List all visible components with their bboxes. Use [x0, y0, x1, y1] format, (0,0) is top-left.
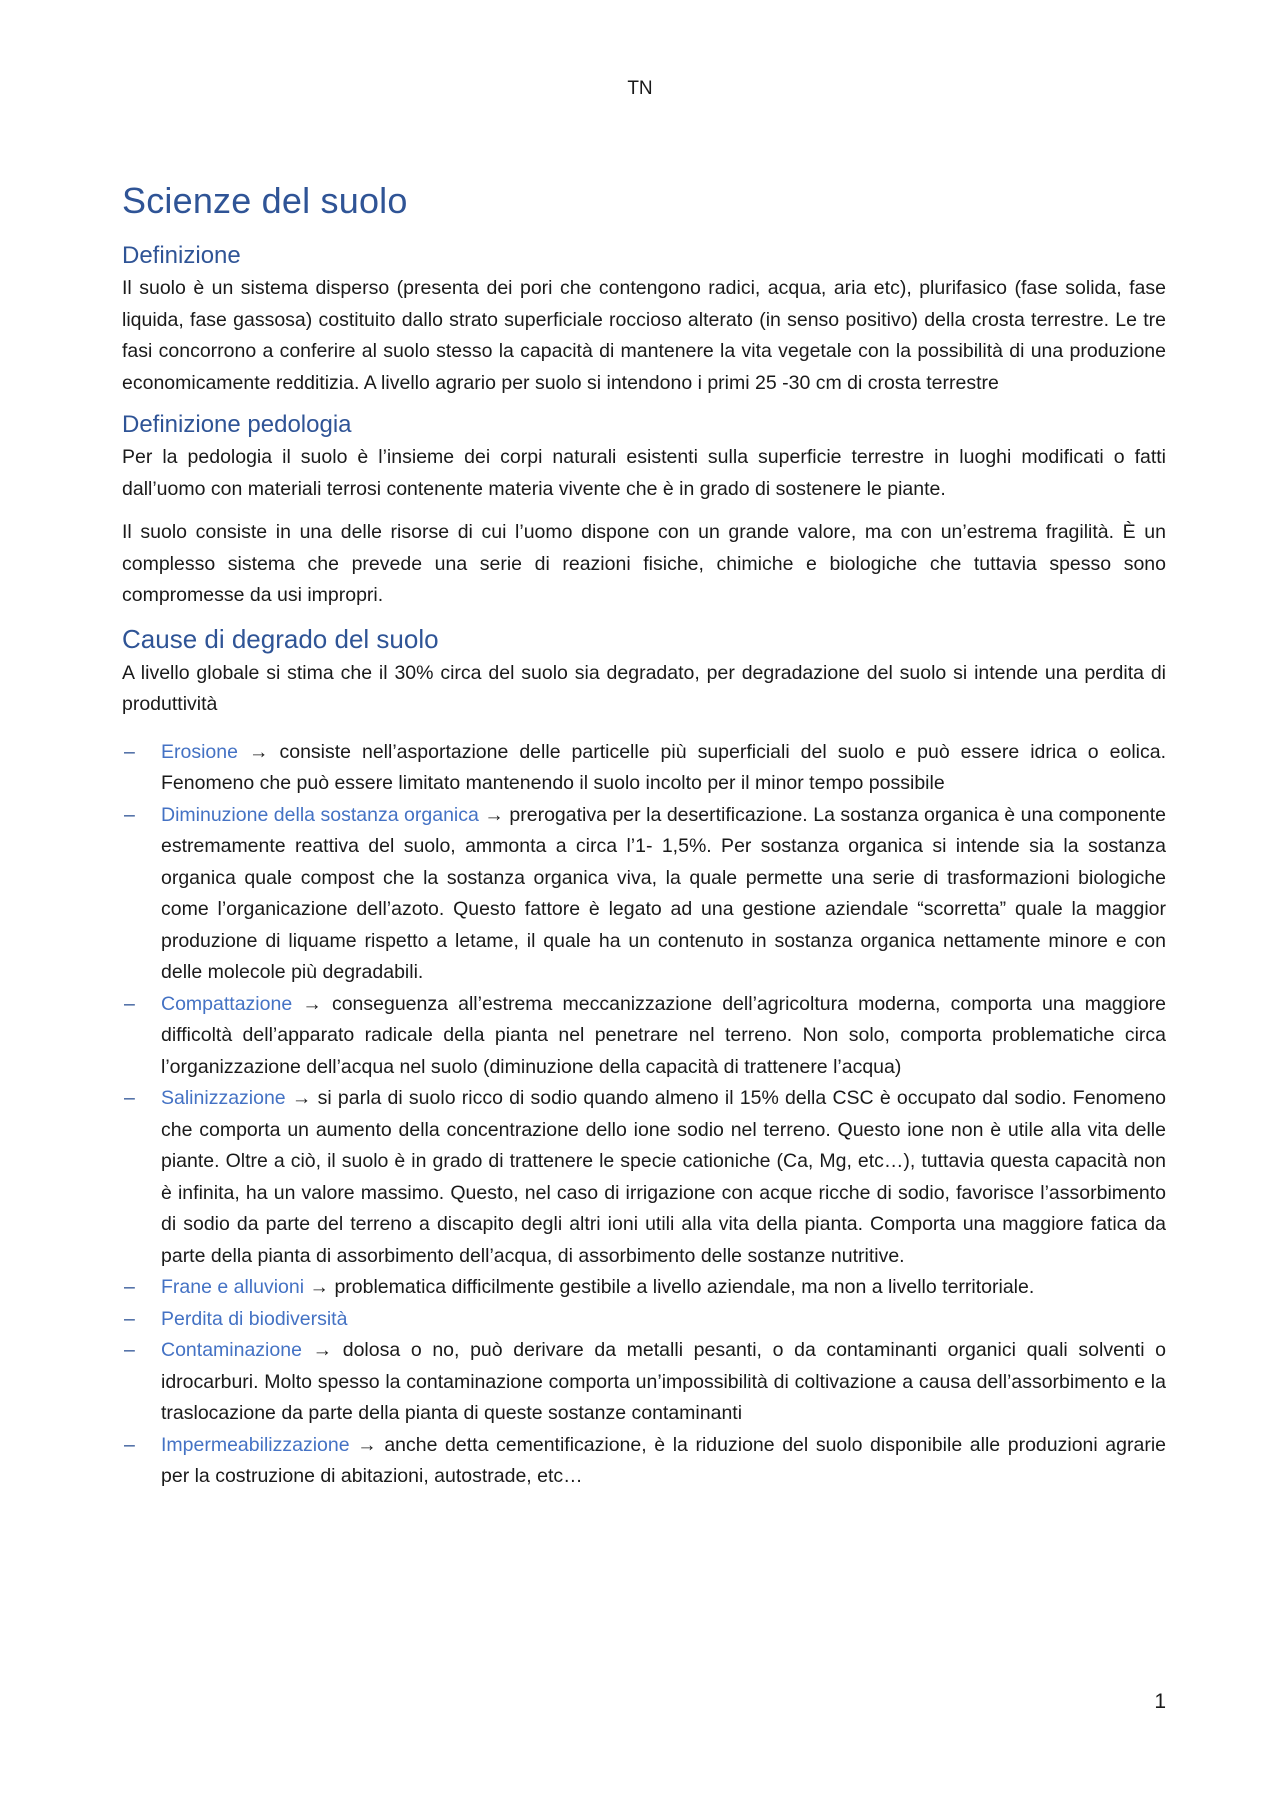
- term-erosione: Erosione: [161, 740, 238, 763]
- list-item-impermeabilizzazione: [122, 1430, 1166, 1493]
- item-text: si parla di suolo ricco di sodio quando almeno il 15% della CSC è occupato dal sodio. Fenomeno che comporta un aumento della concentrazione dello ione sodio nel terreno. Questo ione non è utile alla vita delle piante. Oltre a ciò, il suolo è in grado di trattenere le specie cationiche (Ca, Mg, etc…), tuttavia questa capacità non è infinita, ha un valore massimo. Questo, nel caso di irrigazione con acque ricche di sodio, favorisce l’assorbimento di sodio da parte del terreno a discapito degli altri ioni utili alla vita della pianta. Comporta una maggiore fatica da parte della pianta di assorbimento dell’acqua, di assorbimento delle sostanze nutritive.: [161, 1087, 1167, 1267]
- page-content: [122, 180, 1166, 1493]
- heading-definizione-pedologia: Definizione pedologia: [122, 411, 352, 438]
- arrow-right-icon: →: [248, 740, 269, 763]
- list-dash: –: [124, 803, 135, 826]
- paragraph-degrado-intro: A livello globale si stima che il 30% circa del suolo sia degradato, per degradazione del suolo si intende una perdita di produttività: [122, 661, 1166, 715]
- list-item-salinizzazione: [122, 1083, 1166, 1272]
- term-perdita-biodiversita: Perdita di biodiversità: [161, 1307, 348, 1330]
- list-dash: –: [124, 1276, 135, 1298]
- term-salinizzazione: Salinizzazione: [161, 1087, 286, 1109]
- term-compattazione: Compattazione: [161, 992, 293, 1015]
- paragraph-definizione: Il suolo è un sistema disperso (presenta dei pori che contengono radici, acqua, aria etc), plurifasico (fase solida, fase liquida, fase gassosa) costituito dallo strato superficiale roccioso alterato (in senso positivo) della crosta terrestre. Le tre fasi concorrono a conferire al suolo stesso la capacità di mantenere la vita vegetale con la possibilità di una produzione economicamente redditizia. A livello agrario per suolo si intendono i primi 25 -30 cm di crosta terrestre: [122, 277, 1166, 394]
- item-text: prerogativa per la desertificazione. La sostanza organica è una componente estremamente reattiva del suolo, ammonta a circa l’1- 1,5%. Per sostanza organica si intende sia la sostanza organica quale compost che la sostanza organica viva, la quale permette una serie di trasformazioni biologiche come l’organicazione dell’azoto. Questo fattore è legato ad una gestione aziendale “scorretta” quale la maggior produzione di liquame rispetto a letame, il quale ha un contenuto in sostanza organica nettamente minore e con delle molecole più degradabili.: [161, 803, 1166, 983]
- list-dash: –: [124, 740, 135, 763]
- list-dash: –: [124, 1339, 135, 1361]
- arrow-right-icon: →: [484, 803, 504, 826]
- page-header-initials: TN: [627, 78, 653, 99]
- list-item-erosione: [122, 737, 1166, 800]
- heading-definizione: Definizione: [122, 242, 241, 269]
- term-diminuzione-sostanza-organica: Diminuzione della sostanza organica: [161, 803, 479, 826]
- arrow-right-icon: →: [309, 1276, 330, 1298]
- arrow-right-icon: →: [302, 992, 322, 1015]
- list-item-frane-alluvioni: [122, 1272, 1166, 1304]
- term-impermeabilizzazione: Impermeabilizzazione: [161, 1433, 350, 1456]
- list-dash: –: [124, 1433, 135, 1456]
- arrow-right-icon: →: [312, 1339, 333, 1361]
- item-text: conseguenza all’estrema meccanizzazione dell’agricoltura moderna, comporta una maggiore difficoltà dell’apparato radicale della pianta nel penetrare nel terreno. Non solo, comporta problematiche circa l’organizzazione dell’acqua nel suolo (diminuzione della capacità di trattenere l’acqua): [161, 992, 1166, 1078]
- arrow-right-icon: →: [357, 1433, 377, 1456]
- item-text: anche detta cementificazione, è la riduzione del suolo disponibile alle produzioni agrarie per la costruzione di abitazioni, autostrade, etc…: [161, 1433, 1167, 1487]
- list-dash: –: [124, 1307, 135, 1330]
- list-item-contaminazione: [122, 1335, 1166, 1430]
- term-frane-alluvioni: Frane e alluvioni: [161, 1276, 305, 1298]
- list-dash: –: [124, 992, 135, 1015]
- item-text: consiste nell’asportazione delle particelle più superficiali del suolo e può essere idrica o eolica. Fenomeno che può essere limitato mantenendo il suolo incolto per il minor tempo possibile: [161, 740, 1166, 794]
- paragraph-pedologia-2: Il suolo consiste in una delle risorse di cui l’uomo dispone con un grande valore, ma con un’estrema fragilità. È un complesso sistema che prevede una serie di reazioni fisiche, chimiche e biologiche che tuttavia spesso sono compromesse da usi impropri.: [122, 521, 1166, 606]
- term-contaminazione: Contaminazione: [161, 1339, 302, 1361]
- document-title: Scienze del suolo: [122, 180, 408, 221]
- item-text: problematica difficilmente gestibile a livello aziendale, ma non a livello territoriale.: [334, 1276, 1035, 1298]
- degrado-causes-list: [122, 737, 1166, 1493]
- paragraph-pedologia-1: Per la pedologia il suolo è l’insieme dei corpi naturali esistenti sulla superficie terrestre in luoghi modificati o fatti dall’uomo con materiali terrosi contenente materia vivente che è in grado di sostenere le piante.: [122, 446, 1166, 500]
- heading-cause-degrado: Cause di degrado del suolo: [122, 623, 439, 654]
- list-item-sostanza-organica: [122, 800, 1166, 989]
- list-item-biodiversita: [122, 1304, 1166, 1336]
- list-dash: –: [124, 1087, 135, 1109]
- page-number: 1: [1154, 1690, 1166, 1713]
- arrow-right-icon: →: [291, 1087, 312, 1109]
- list-item-compattazione: [122, 989, 1166, 1084]
- item-text: dolosa o no, può derivare da metalli pesanti, o da contaminanti organici quali solventi o idrocarburi. Molto spesso la contaminazione comporta un’impossibilità di coltivazione a causa dell’assorbimento e la traslocazione da parte della pianta di queste sostanze contaminanti: [161, 1339, 1167, 1424]
